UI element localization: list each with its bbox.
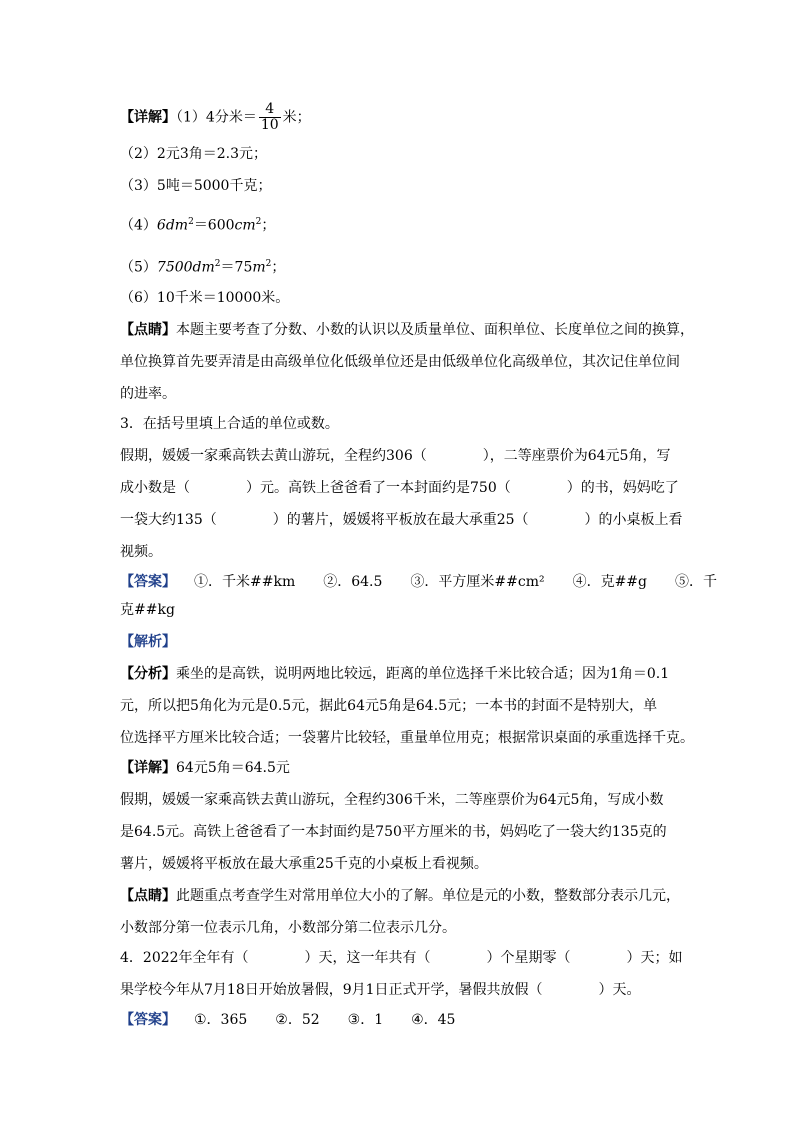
detail-line-4-eq: ＝600 — [193, 217, 235, 234]
detail3-line-3: 是64.5元。高铁上爸爸看了一本封面约是750平方厘米的书，妈妈吃了一袋大约135克的 — [120, 824, 667, 840]
review-text: 本题主要考查了分数、小数的认识以及质量单位、面积单位、长度单位之间的换算， — [176, 322, 694, 338]
unit-m: m — [252, 259, 266, 276]
detail-line-5 — [120, 254, 285, 278]
question-3-title: 3．在括号里填上合适的单位或数。 — [120, 416, 339, 432]
question-4-line-2: 果学校今年从7月18日开始放暑假，9月1日正式开学，暑假共放假（ ）天。 — [120, 982, 641, 998]
review-label: 【点睛】 — [120, 888, 176, 904]
answer4-line — [120, 1010, 455, 1030]
unit-dm: 7500dm — [156, 259, 215, 276]
fenxi-label: 【分析】 — [120, 666, 176, 682]
detail-line-1-post: 米； — [282, 109, 311, 126]
detail-line-6: （6）10千米＝10000米。 — [120, 290, 290, 306]
question-4-line-1: 4．2022年全年有（ ）天，这一年共有（ ）个星期零（ ）天；如 — [120, 950, 683, 966]
detail-line-1-pre: （1）4分米＝ — [176, 109, 257, 126]
question-3-line-3: 一袋大约135（ ）的薯片，媛媛将平板放在最大承重25（ ）的小桌板上看 — [120, 512, 683, 528]
detail-line-4 — [120, 212, 275, 236]
answer-line-1 — [120, 572, 717, 592]
answer-text: ①．千米##km ②．64.5 ③．平方厘米##cm² ④．克##g ⑤．千 — [194, 574, 718, 590]
review-line-3: 的进率。 — [120, 386, 176, 402]
unit-dm: 6dm — [156, 217, 189, 234]
detail-line-1 — [120, 102, 311, 133]
superscript-2: 2 — [214, 259, 221, 269]
superscript-2: 2 — [255, 217, 262, 227]
detail-line-4-pre: （4） — [120, 217, 157, 234]
answer-label: 【答案】 — [120, 1012, 176, 1028]
analysis-label: 【解析】 — [120, 634, 176, 650]
superscript-2: 2 — [265, 259, 272, 269]
fraction-numerator: 4 — [259, 102, 281, 118]
detail-line-5-eq: ＝75 — [220, 259, 253, 276]
fraction-denominator: 10 — [260, 117, 279, 133]
review3-line-1 — [120, 886, 680, 906]
superscript-2: 2 — [188, 217, 194, 227]
question-3-line-1: 假期，媛媛一家乘高铁去黄山游玩，全程约306（ ），二等座票价为64元5角，写 — [120, 448, 671, 464]
detail-label: 【详解】 — [120, 109, 176, 126]
detail-label: 【详解】 — [120, 760, 176, 776]
question-3-line-2: 成小数是（ ）元。高铁上爸爸看了一本封面约是750（ ）的书，妈妈吃了 — [120, 480, 679, 496]
review-label: 【点睛】 — [120, 322, 176, 338]
question-3-line-4: 视频。 — [120, 544, 162, 560]
answer-label: 【答案】 — [120, 574, 176, 590]
answer-text: ①．365 ②．52 ③．1 ④．45 — [194, 1012, 456, 1028]
unit-cm: cm — [234, 217, 256, 234]
analysis-line-3: 位选择平方厘米比较合适；一袋薯片比较轻，重量单位用克；根据常识桌面的承重选择千克。 — [120, 730, 694, 746]
detail3-line-1 — [120, 758, 290, 778]
detail-line-5-post: ； — [271, 259, 286, 276]
fraction-4-10 — [259, 102, 281, 133]
analysis-line-1 — [120, 664, 669, 684]
detail-line-5-pre: （5） — [120, 259, 157, 276]
answer-line-2: 克##kg — [120, 602, 175, 618]
detail3-line-4: 薯片，媛媛将平板放在最大承重25千克的小桌板上看视频。 — [120, 856, 488, 872]
detail-line-2: （2）2元3角＝2.3元； — [120, 146, 267, 162]
review3-line-2: 小数部分第一位表示几角，小数部分第二位表示几分。 — [120, 920, 456, 936]
review-line-1 — [120, 320, 694, 340]
fenxi-text: 乘坐的是高铁，说明两地比较远，距离的单位选择千米比较合适；因为1角＝0.1 — [176, 666, 670, 682]
detail-line-4-post: ； — [261, 217, 276, 234]
detail3-line-2: 假期，媛媛一家乘高铁去黄山游玩，全程约306千米，二等座票价为64元5角，写成小数 — [120, 792, 664, 808]
review-text: 此题重点考查学生对常用单位大小的了解。单位是元的小数，整数部分表示几元， — [176, 888, 680, 904]
detail-line-3: （3）5吨＝5000千克； — [120, 178, 272, 194]
review-line-2: 单位换算首先要弄清是由高级单位化低级单位还是由低级单位化高级单位，其次记住单位间 — [120, 354, 680, 370]
detail-text: 64元5角＝64.5元 — [176, 760, 290, 776]
analysis-line-2: 元，所以把5角化为元是0.5元，据此64元5角是64.5元；一本书的封面不是特别大，单 — [120, 698, 658, 714]
